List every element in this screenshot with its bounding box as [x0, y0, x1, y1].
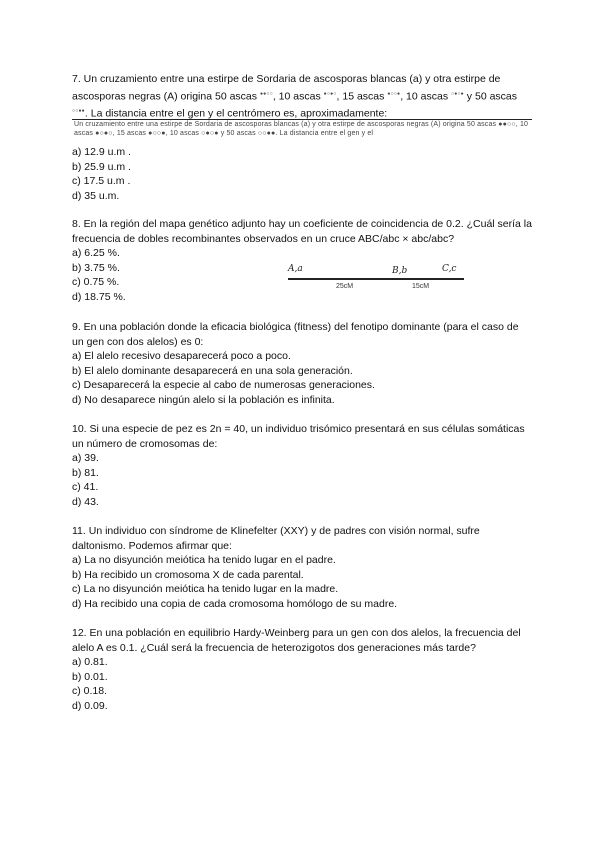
- question-7-note: Un cruzamiento entre una estirpe de Sordaria de ascosporas blancas (a) y otra estirpe de ascosporas negras (A) origina 50 ascas ●●○○, 10 ascas ●○●○, 15 ascas ●○○●, 10 ascas ○●○● y 50 ascas ○○●●. La distancia entre el gen y el: [74, 121, 529, 137]
- ascus-pattern-2: ●○●○: [323, 90, 337, 97]
- question-7: [72, 72, 532, 121]
- option-10d: d) 43.: [72, 495, 99, 508]
- option-7b: b) 25.9 u.m .: [72, 160, 131, 173]
- option-12d: d) 0.09.: [72, 699, 108, 712]
- option-10b: b) 81.: [72, 466, 99, 479]
- distance-bc: 15cM: [412, 283, 430, 290]
- option-11c: c) La no disyunción meiótica ha tenido lugar en la madre.: [72, 583, 339, 596]
- option-11a: a) La no disyunción meiótica ha tenido lugar en el padre.: [72, 554, 336, 567]
- option-8c: c) 0.75 %.: [72, 276, 120, 289]
- question-8-stem: 8. En la región del mapa genético adjunto hay un coeficiente de coincidencia de 0.2. ¿Cuál sería la frecuencia de dobles recombinantes observados en un cruce ABC/abc × abc/abc?: [72, 218, 532, 245]
- ascus-pattern-1: ●●○○: [259, 90, 273, 97]
- genetic-map: [288, 262, 468, 298]
- option-9c: c) Desaparecerá la especie al cabo de numerosas generaciones.: [72, 379, 375, 392]
- question-12-stem: 12. En una población en equilibrio Hardy-Weinberg para un gen con dos alelos, la frecuencia del alelo A es 0.1. ¿Cuál será la frecuencia de heterozigotos dos generaciones más tarde?: [72, 627, 521, 654]
- option-12b: b) 0.01.: [72, 670, 108, 683]
- option-7c: c) 17.5 u.m .: [72, 175, 131, 188]
- option-12a: a) 0.81.: [72, 656, 108, 669]
- option-7d: d) 35 u.m.: [72, 189, 120, 202]
- option-11d: d) Ha recibido una copia de cada cromosoma homólogo de su madre.: [72, 597, 398, 610]
- question-12-options: [72, 655, 532, 713]
- question-7-stem: 7. Un cruzamiento entre una estirpe de Sordaria de ascosporas blancas (a) y otra estirpe de ascosporas negras (A) origina 50 ascas ●●○○, 10 ascas ●○●○, 15 ascas ●○○●, 10 ascas ○●○● y 50 ascas ○○●●. La distancia entre el gen y el centrómero es, aproximadamente:: [72, 73, 518, 120]
- locus-a-label: A,a: [288, 264, 303, 274]
- question-11-options: [72, 553, 532, 611]
- question-9-options: [72, 349, 532, 407]
- question-11: [72, 524, 532, 612]
- question-7-options: [72, 145, 532, 203]
- option-11b: b) Ha recibido un cromosoma X de cada parental.: [72, 568, 304, 581]
- question-9-stem: 9. En una población donde la eficacia biológica (fitness) del fenotipo dominante (para el caso de un gen con dos alelos) es 0:: [72, 321, 519, 348]
- question-9: [72, 320, 532, 408]
- option-12c: c) 0.18.: [72, 685, 108, 698]
- question-12: [72, 626, 532, 714]
- option-8b: b) 3.75 %.: [72, 261, 120, 274]
- ascus-pattern-4: ○●○●: [451, 90, 464, 97]
- option-10a: a) 39.: [72, 452, 99, 465]
- distance-ab: 25cM: [336, 283, 354, 290]
- ascus-pattern-5: ○○●●: [72, 107, 85, 114]
- question-11-stem: 11. Un individuo con síndrome de Klinefelter (XXY) y de padres con visión normal, sufre daltonismo. Podemos afirmar que:: [72, 525, 480, 552]
- option-9a: a) El alelo recesivo desaparecerá poco a poco.: [72, 350, 291, 363]
- option-10c: c) 41.: [72, 481, 99, 494]
- ascus-pattern-3: ●○○●: [387, 90, 401, 97]
- option-8a: a) 6.25 %.: [72, 247, 120, 260]
- option-9d: d) No desaparece ningún alelo si la población es infinita.: [72, 393, 335, 406]
- question-10: [72, 422, 532, 510]
- option-8d: d) 18.75 %.: [72, 290, 126, 303]
- option-7a: a) 12.9 u.m .: [72, 146, 131, 158]
- option-9b: b) El alelo dominante desaparecerá en una sola generación.: [72, 364, 353, 377]
- chromosome-line: [288, 278, 464, 280]
- question-10-stem: 10. Si una especie de pez es 2n = 40, un individuo trisómico presentará en sus células somáticas un número de cromosomas de:: [72, 423, 525, 450]
- locus-b-label: B,b: [392, 266, 408, 276]
- question-10-options: [72, 451, 532, 509]
- locus-c-label: C,c: [442, 264, 457, 274]
